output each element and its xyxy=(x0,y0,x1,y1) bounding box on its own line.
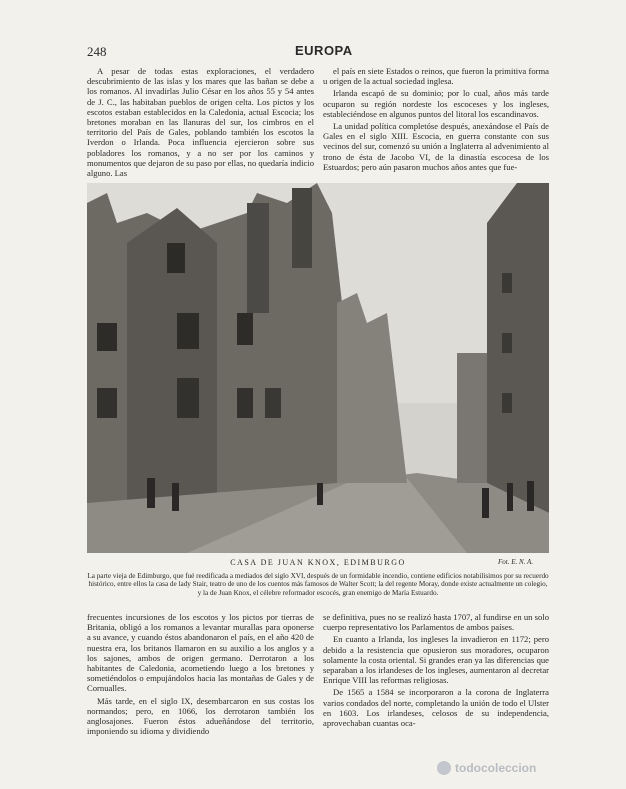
column-top-left xyxy=(87,66,314,178)
column-bottom-right xyxy=(323,612,549,762)
paragraph: se definitiva, pues no se realizó hasta 1707, al fundirse en un solo cuerpo representativo los Parlamentos de ambos países. xyxy=(323,612,549,633)
paragraph: De 1565 a 1584 se incorporaron a la corona de Inglaterra varios condados del norte, completando la unión de todo el Ulster en 1603. Los irlandeses, celosos de su independencia, aprovechaban cuantas oca- xyxy=(323,687,549,729)
paragraph: Irlanda escapó de su dominio; por lo cual, años más tarde ocuparon su región nordeste los escoceses y los ingleses, estableciéndose en algunos puntos del litoral los escandinavos. xyxy=(323,88,549,119)
column-bottom-left xyxy=(87,612,314,762)
paragraph: En cuanto a Irlanda, los ingleses la invadieron en 1172; pero debido a la resistencia que opusieron sus moradores, ocuparon solamente la costa oriental. Si grandes eran ya las diferencias que separaban a los irlandeses de los ingleses, aumentaron al decretar Enrique VIII las reformas religiosas. xyxy=(323,634,549,686)
paragraph: Más tarde, en el siglo IX, desembarcaron en sus costas los normandos; pero, en 1066, los derrotaron también los anglosajones. Fueron éstos adueñándose del territorio, imponiendo su idioma y dividiendo xyxy=(87,695,314,737)
page-number: 248 xyxy=(87,44,107,59)
photo-caption-text: La parte vieja de Edimburgo, que fué reedificada a mediados del siglo XVI, después de un formidable incendio, contiene edificios notabilísimos por su recuerdo histórico, entre ellos la casa de lady Stair, teatro de uno de los cuentos más famosos de Walter Scott; la del regente Moray, donde existe actualmente un colegio, y la de Juan Knox, el célebre reformador escocés, gran enemigo de María Estuardo. xyxy=(87,572,549,597)
paragraph: A pesar de todas estas exploraciones, el verdadero descubrimiento de las islas y los mares que las bañan se debe a los romanos. Al invadirlas Julio César en los años 55 y 54 antes de J. C., las habitaban pueblos de origen celta. Los pictos y los escotos estaban establecidos en la Caledonia, actual Escocia; los bretones moraban en las llanuras del sur, los cimbros en el territorio del País de Gales, poblando también los escotos la Iverdon o Irlanda. Poca influencia ejercieron sobre sus pobladores los romanos, y a no ser por los caminos y monumentos que dejaron de su paso por ellas, no quedaría indicio alguno. Las xyxy=(87,66,314,178)
watermark: todocoleccion xyxy=(455,761,537,775)
photo-credit: Fot. E. N. A. xyxy=(498,558,534,566)
paragraph: frecuentes incursiones de los escotos y los pictos por tierras de Britania, obligó a los romanos a levantar murallas para oponerse a su avance, y cuando éstos abandonaron el país, en el año 420 de nuestra era, los britanos llamaron en su auxilio a los anglos y a los sajones, ambos de origen germano. Derrotaron a los habitantes de Caledonia, acometiendo luego a los bretones y sometiéndolos o empujándolos hacia las montañas de Gales y de Cornualles. xyxy=(87,612,314,694)
column-top-right xyxy=(323,66,549,178)
photograph-john-knox-house xyxy=(87,183,549,553)
photo-caption-title: CASA DE JUAN KNOX, EDIMBURGO xyxy=(230,558,406,567)
paragraph: La unidad política completóse después, anexándose el País de Gales en el siglo XIII. Escocia, en guerra constante con sus vecinos del sur, comenzó su unión a Inglaterra al advenimiento al trono de ésta de Jacobo VI, de la dinastía escocesa de los Estuardos; pero aún pasaron muchos años antes que fue- xyxy=(323,121,549,172)
running-title: EUROPA xyxy=(295,43,353,58)
watermark-logo-icon xyxy=(437,761,451,775)
paragraph: el país en siete Estados o reinos, que fueron la primitiva forma u origen de la actual sociedad inglesa. xyxy=(323,66,549,87)
